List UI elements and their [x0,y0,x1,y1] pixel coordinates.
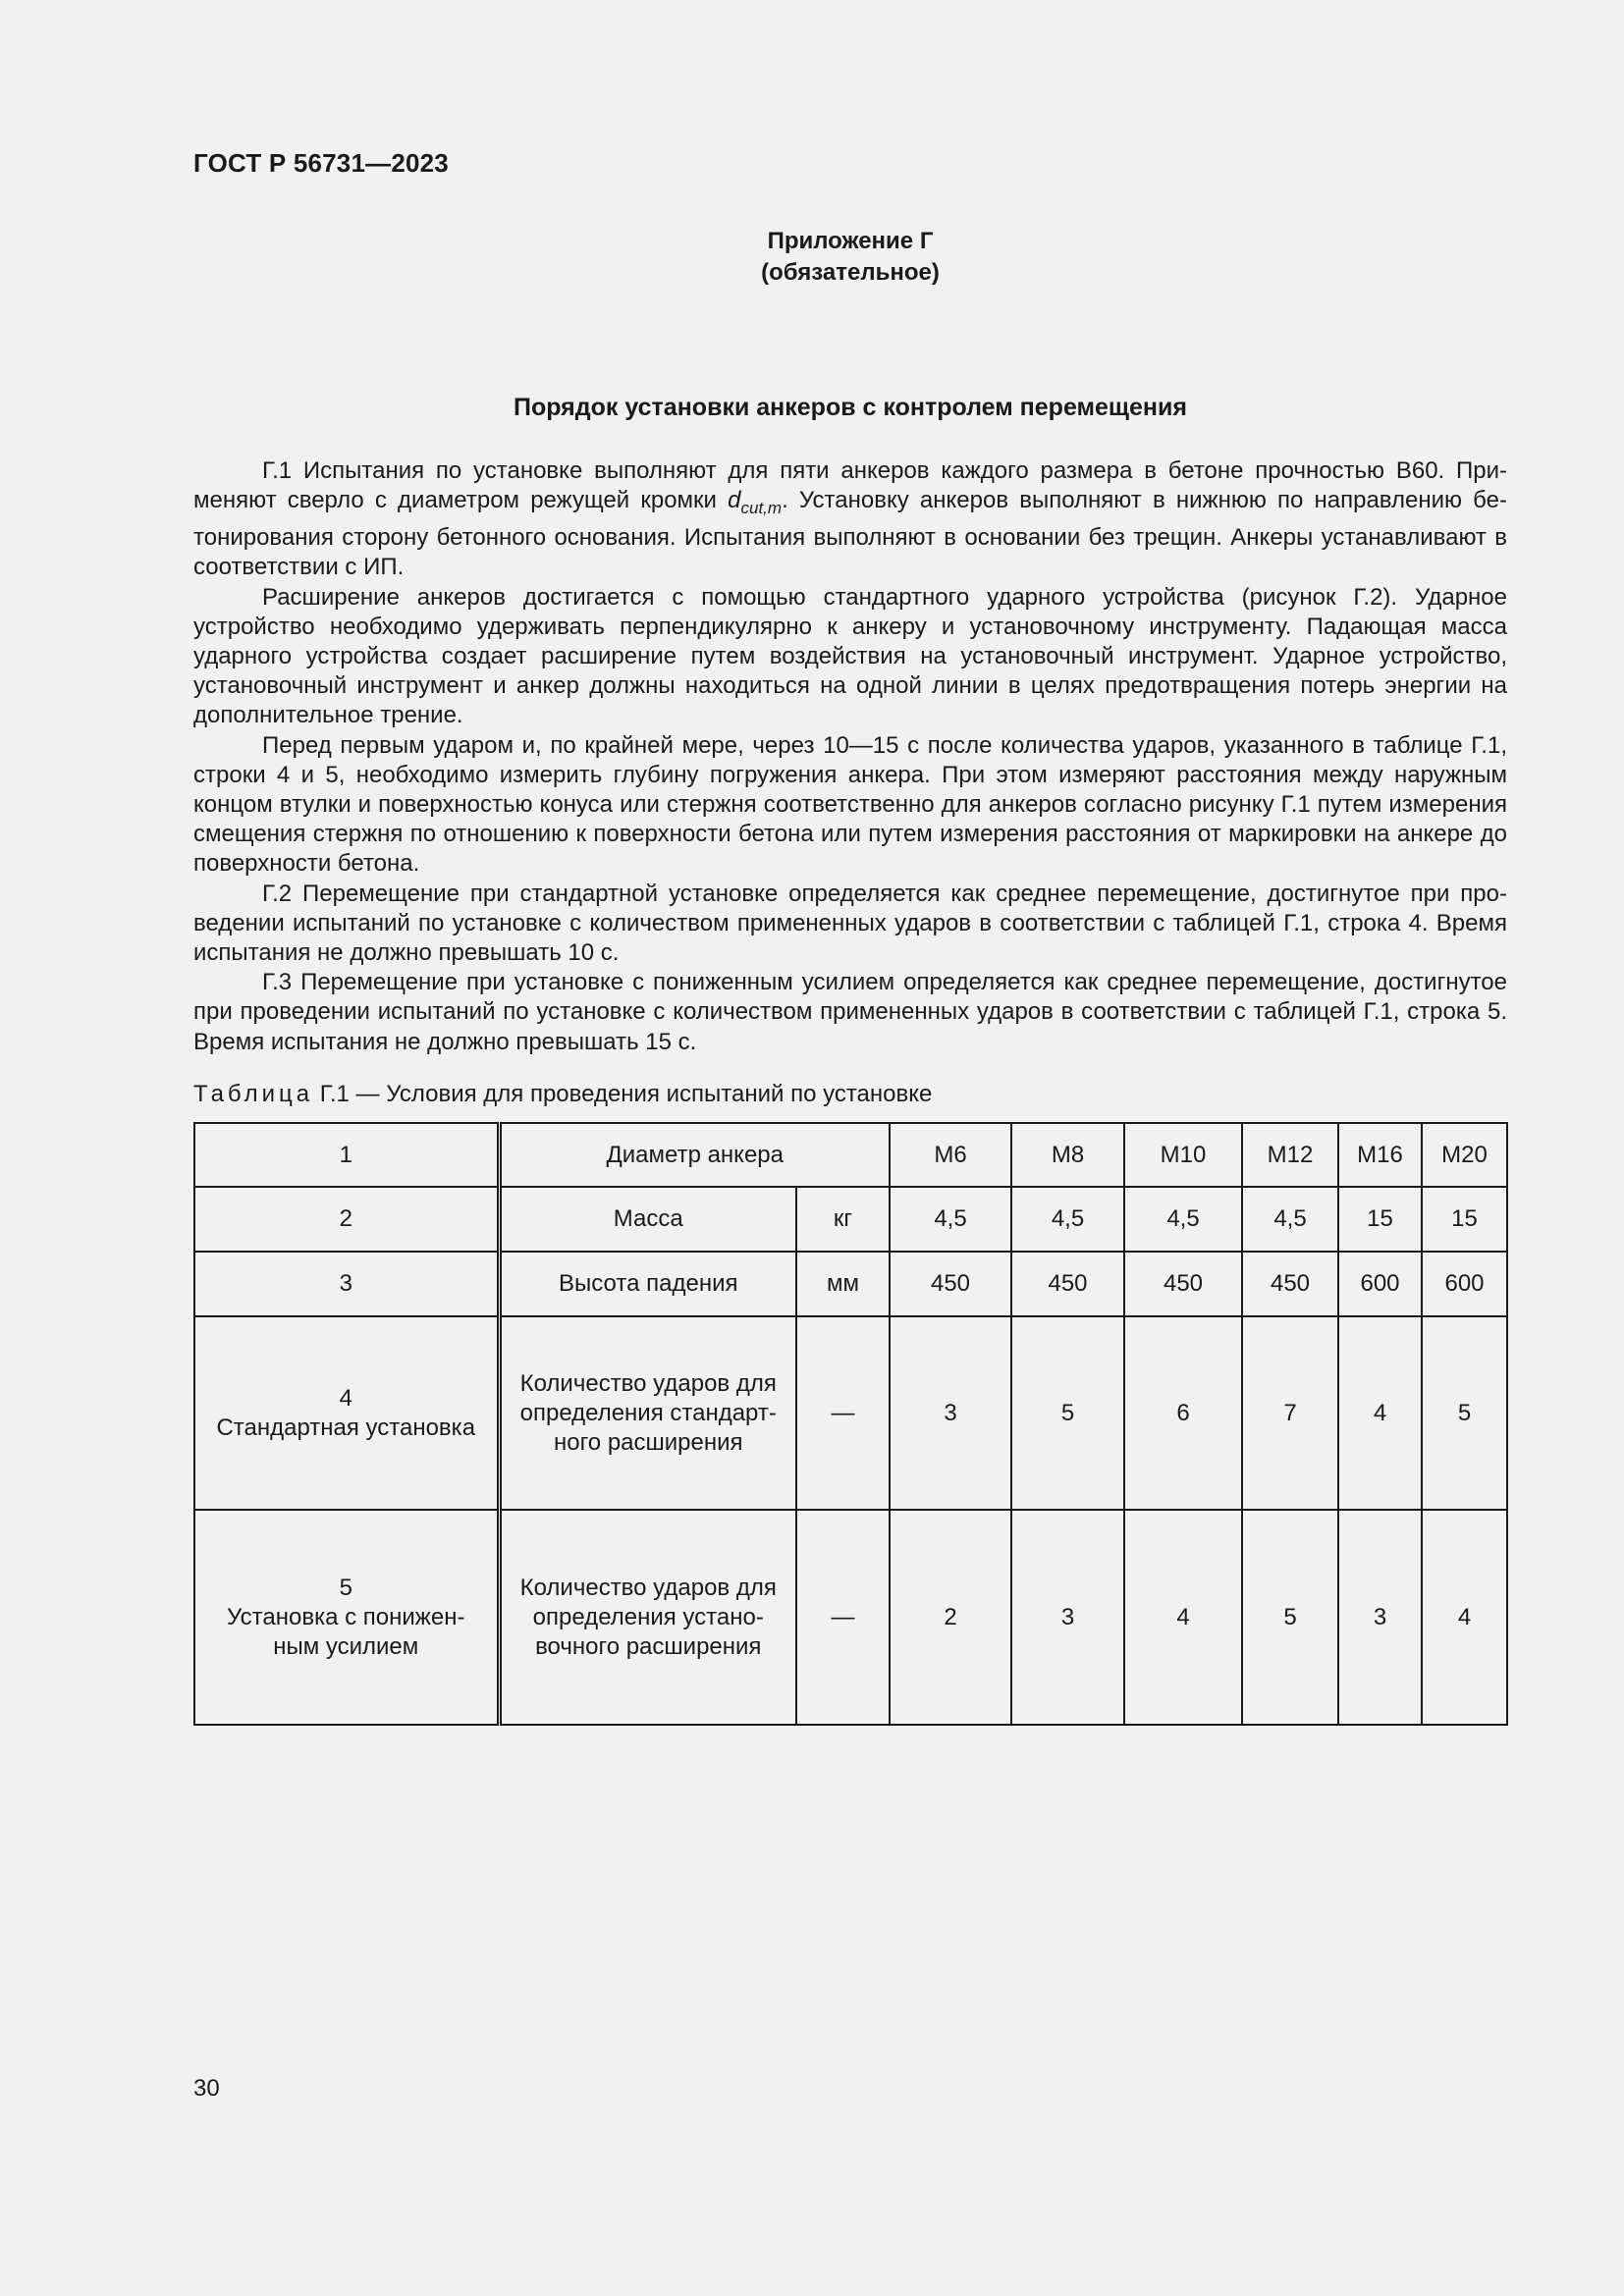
row-subtitle-line: ным усилием [273,1632,419,1660]
parameter-line: определения стандарт- [519,1399,777,1426]
value-cell: 450 [1124,1252,1242,1316]
unit-cell: мм [796,1252,890,1316]
parameter-line: вочного расширения [535,1632,762,1660]
table-row [194,1510,1507,1725]
value-cell: 600 [1422,1252,1507,1316]
row-number-cell [194,1316,499,1510]
value-cell: 15 [1422,1187,1507,1252]
table-row [194,1316,1507,1510]
paragraph-measurement: Перед первым ударом и, по крайней мере, через 10—15 с после количества ударов, указанного в таблице Г.1, строки 4 и 5, необходимо измерить глубину погружения анкера. При этом измеряют расстояния между наружным концом втулки и поверхностью конуса или стержня соответственно для анкеров согласно рисунку Г.1 путем измерения смещения стержня по отношению к поверхности бетона или путем измерения расстояния от маркировки на анкере до поверхности бетона. [193,731,1507,878]
document-code: ГОСТ Р 56731—2023 [193,148,449,178]
value-cell: 15 [1338,1187,1422,1252]
row-number-cell [194,1252,499,1316]
appendix-title: Приложение Г [767,228,934,254]
unit-cell: кг [796,1187,890,1252]
paragraph-expansion: Расширение анкеров достигается с помощью стандартного ударного устройства (рисунок Г.2). Ударное устройство необходимо удерживать перпендикулярно к анкеру и установочному инструменту. Падающая масса ударного устройства создает расширение путем воздействия на установочный инструмент. Ударное устройство, установочный инструмент и анкер должны находиться на одной линии в целях предотвращения потерь энергии на дополнительное трение. [193,583,1507,729]
row-number: 4 [339,1384,352,1412]
symbol-subscript: cut,m [740,499,783,517]
row-number-cell [194,1123,499,1187]
paragraph-g1 [193,456,1507,583]
size-header-cell: М20 [1422,1123,1507,1187]
table-row [194,1123,1507,1187]
appendix-heading [193,226,1507,289]
paragraph-g3: Г.3 Перемещение при установке с пониженным усилием определяется как среднее перемещение, достигнутое при проведении испытаний по установке с количеством примененных ударов в соответствии с таблицей Г.1, строка 5. Время испытания не должно превышать 15 с. [193,969,1507,1055]
symbol-d: d [728,487,741,514]
value-cell: 450 [1242,1252,1338,1316]
value-cell: 5 [1422,1316,1507,1510]
row-number: 1 [339,1141,352,1168]
size-header-cell: М10 [1124,1123,1242,1187]
row-number: 2 [339,1205,352,1232]
table-row [194,1252,1507,1316]
value-cell: 4,5 [1242,1187,1338,1252]
unit-cell: — [796,1510,890,1725]
value-cell: 7 [1242,1316,1338,1510]
size-header-cell: М6 [890,1123,1011,1187]
table-row [194,1187,1507,1252]
value-cell: 4,5 [1124,1187,1242,1252]
unit-cell: — [796,1316,890,1510]
parameter-cell [499,1510,796,1725]
row-subtitle-line: Стандартная установка [216,1414,476,1441]
value-cell: 6 [1124,1316,1242,1510]
parameter-line: определения устано- [532,1603,764,1630]
section-title: Порядок установки анкеров с контролем перемещения [514,394,1187,421]
parameter-cell [499,1252,796,1316]
paragraph-g2: Г.2 Перемещение при стандартной установке определяется как среднее перемещение, достигнутое при проведении испытаний по установке с количеством примененных ударов в соответствии с таблицей Г.1, строка 4. Время испытания не должно превышать 10 с. [193,880,1507,967]
size-header-cell: М16 [1338,1123,1422,1187]
value-cell: 3 [1338,1510,1422,1725]
parameter-line: Высота падения [559,1270,738,1297]
paragraph-g1-part2: . Установку анкеров выполняют в нижнюю по направлению бетонирования сторону бетонного основания. Испытания выполняют в основании без трещин. Анкеры устанавливают в соответствии с ИП. [193,487,1508,581]
row-number-cell [194,1187,499,1252]
size-header-cell: М8 [1011,1123,1124,1187]
row-number: 5 [339,1574,352,1601]
appendix-status: (обязательное) [761,259,940,286]
parameter-line: Количество ударов для [519,1369,777,1397]
value-cell: 2 [890,1510,1011,1725]
value-cell: 4 [1338,1316,1422,1510]
parameter-line: Масса [613,1205,683,1232]
installation-conditions-table [193,1122,1508,1726]
row-number: 3 [339,1270,352,1297]
parameter-line: Диаметр анкера [606,1141,784,1168]
value-cell: 450 [1011,1252,1124,1316]
value-cell: 5 [1011,1316,1124,1510]
parameter-cell [499,1123,890,1187]
parameter-line: ного расширения [553,1428,743,1456]
body-text [193,456,1507,1057]
value-cell: 3 [890,1316,1011,1510]
parameter-cell [499,1316,796,1510]
size-header-cell: М12 [1242,1123,1338,1187]
table-caption-label: Таблица [193,1081,314,1107]
value-cell: 4 [1422,1510,1507,1725]
value-cell: 5 [1242,1510,1338,1725]
parameter-line: Количество ударов для [519,1574,777,1601]
paragraph-g1-part1: Г.1 Испытания по установке выполняют для пяти анкеров каждого размера в бетоне прочностью В60. Применяют сверло с диаметром режущей кромки [193,457,1507,514]
parameter-cell [499,1187,796,1252]
table-caption [193,1081,932,1108]
value-cell: 600 [1338,1252,1422,1316]
table-caption-text: Г.1 — Условия для проведения испытаний по установке [313,1081,933,1107]
value-cell: 4,5 [1011,1187,1124,1252]
row-number-cell [194,1510,499,1725]
value-cell: 4,5 [890,1187,1011,1252]
value-cell: 3 [1011,1510,1124,1725]
page-number: 30 [193,2075,220,2102]
value-cell: 450 [890,1252,1011,1316]
value-cell: 4 [1124,1510,1242,1725]
row-subtitle-line: Установка с понижен- [227,1603,465,1630]
